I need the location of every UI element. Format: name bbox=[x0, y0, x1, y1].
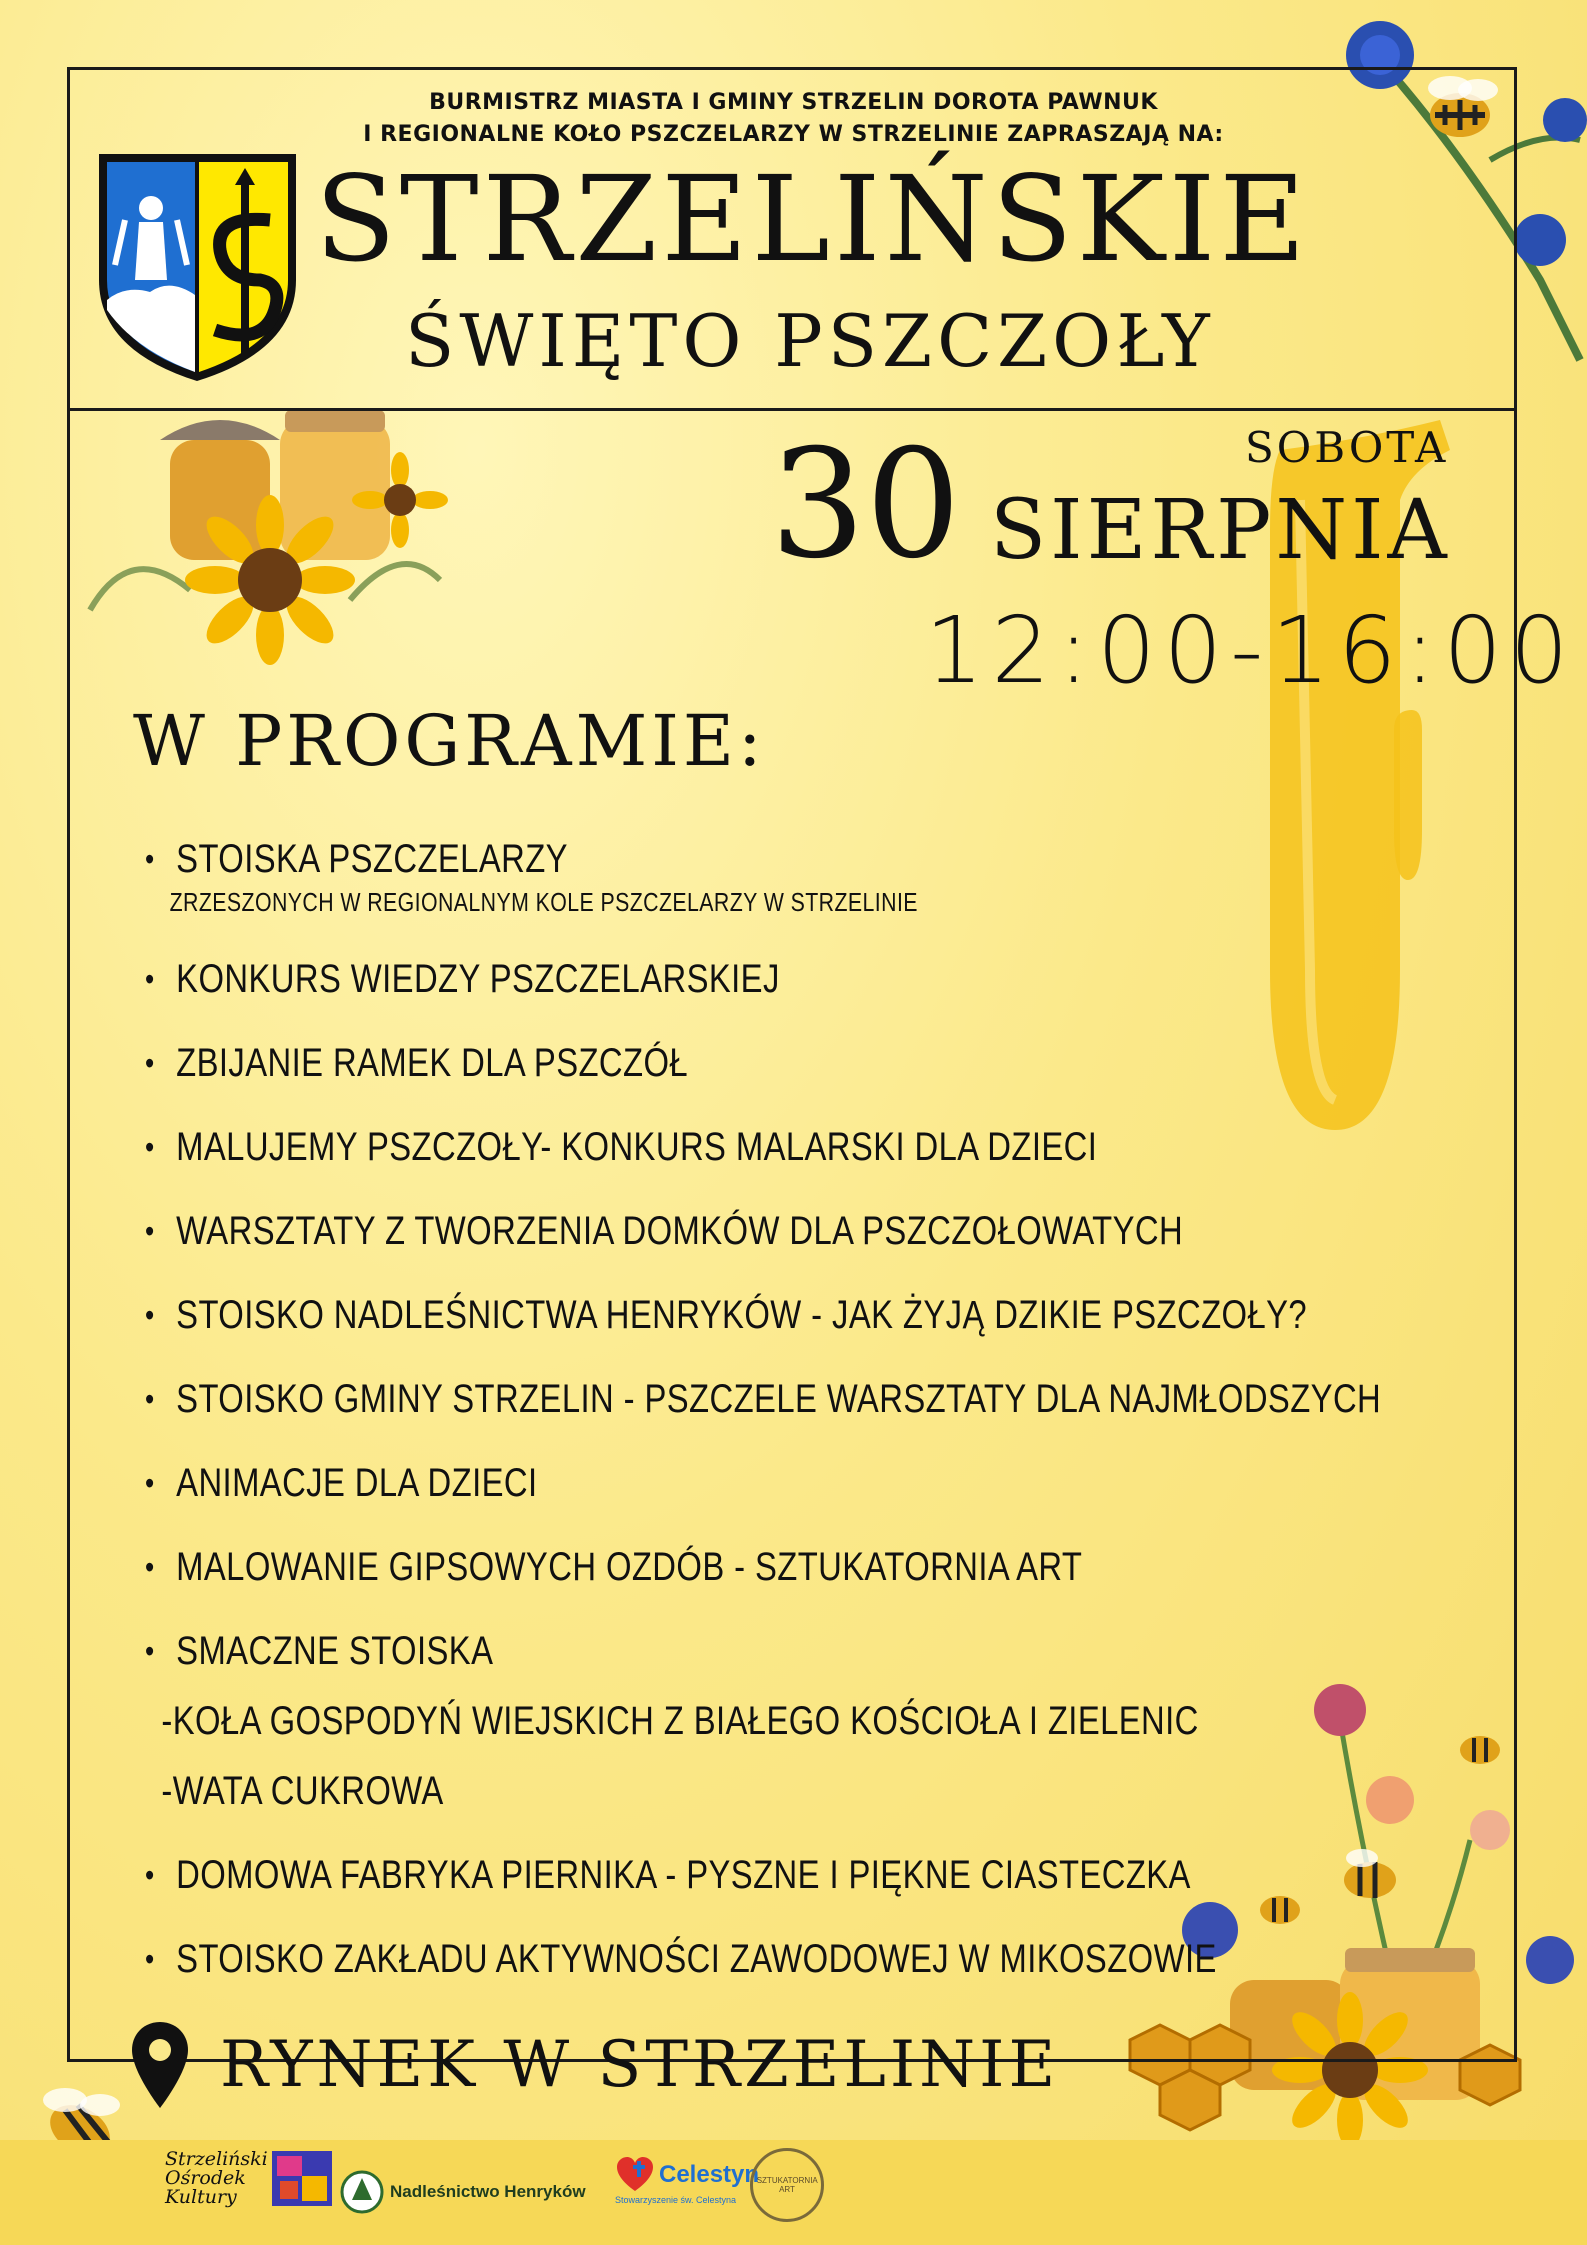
program-item-subtext: ZRZESZONYCH W REGIONALNYM KOLE PSZCZELARZY W STRZELINIE bbox=[169, 887, 918, 917]
nadlesnictwo-logo bbox=[340, 2170, 586, 2214]
program-item-text: MALOWANIE GIPSOWYCH OZDÓB - SZTUKATORNIA ART bbox=[176, 1545, 1083, 1589]
list-item bbox=[145, 1039, 1178, 1087]
sok-logo bbox=[165, 2150, 332, 2207]
program-heading: W PROGRAMIE: bbox=[133, 700, 766, 782]
heart-cross-icon bbox=[615, 2155, 655, 2195]
program-item-text: WARSZTATY Z TWORZENIA DOMKÓW DLA PSZCZOŁOWATYCH bbox=[176, 1209, 1184, 1253]
program-item-text: DOMOWA FABRYKA PIERNIKA - PYSZNE I PIĘKNE CIASTECZKA bbox=[176, 1853, 1191, 1897]
map-pin-icon bbox=[130, 2020, 190, 2110]
sok-logo-line: Kultury bbox=[165, 2186, 237, 2208]
sponsors-footer bbox=[0, 2140, 1587, 2245]
list-item bbox=[145, 1851, 1191, 1899]
list-item bbox=[145, 1375, 1382, 1423]
list-item bbox=[145, 1207, 1184, 1255]
list-item bbox=[145, 1459, 1178, 1507]
program-item-text: MALUJEMY PSZCZOŁY- KONKURS MALARSKI DLA DZIECI bbox=[176, 1125, 1098, 1169]
program-item-text: KONKURS WIEDZY PSZCZELARSKIEJ bbox=[176, 957, 780, 1001]
celestyn-name: Celestyn bbox=[659, 2161, 760, 2188]
list-item bbox=[145, 1543, 1178, 1591]
program-item-text: -KOŁA GOSPODYŃ WIEJSKICH Z BIAŁEGO KOŚCIOŁA I ZIELENIC bbox=[161, 1699, 1199, 1743]
celestyn-caption: Stowarzyszenie św. Celestyna bbox=[615, 2195, 737, 2205]
list-item bbox=[145, 1123, 1178, 1171]
list-item bbox=[145, 1291, 1308, 1339]
location-text: RYNEK W STRZELINIE bbox=[220, 2028, 1060, 2102]
program-item-text: STOISKO ZAKŁADU AKTYWNOŚCI ZAWODOWEJ W MIKOSZOWIE bbox=[176, 1937, 1217, 1981]
program-item-text: SMACZNE STOISKA bbox=[176, 1629, 494, 1673]
event-time: 12:00-16:00 bbox=[925, 597, 1577, 704]
organizers-line-1: BURMISTRZ MIASTA I GMINY STRZELIN DOROTA PAWNUK bbox=[429, 90, 1158, 115]
list-item bbox=[145, 1767, 1178, 1815]
sok-colors-graphic bbox=[272, 2151, 332, 2206]
nadlesnictwo-name: Nadleśnictwo Henryków bbox=[390, 2182, 586, 2201]
program-item-text: STOISKO GMINY STRZELIN - PSZCZELE WARSZTATY DLA NAJMŁODSZYCH bbox=[176, 1377, 1382, 1421]
event-location bbox=[130, 2020, 1059, 2110]
event-month: SIERPNIA bbox=[990, 483, 1451, 578]
sztukatornia-logo bbox=[750, 2148, 824, 2222]
program-item-text: ANIMACJE DLA DZIECI bbox=[176, 1461, 538, 1505]
organizers-line-2: I REGIONALNE KOŁO PSZCZELARZY W STRZELINIE ZAPRASZAJĄ NA: bbox=[363, 122, 1224, 147]
forest-emblem-icon bbox=[340, 2170, 384, 2214]
strzelin-coat-of-arms bbox=[95, 150, 300, 385]
program-list bbox=[145, 835, 1405, 2019]
sok-logo-line: Ośrodek bbox=[165, 2167, 246, 2189]
list-item bbox=[145, 955, 1178, 1003]
list-item bbox=[145, 1935, 1217, 1983]
celestyn-logo bbox=[615, 2155, 759, 2205]
event-subtitle: ŚWIĘTO PSZCZOŁY bbox=[405, 299, 1215, 383]
event-day: 30 bbox=[770, 418, 961, 592]
sztukatornia-text: SZTUKATORNIA ART bbox=[750, 2148, 824, 2222]
event-weekday: SOBOTA bbox=[1245, 423, 1449, 472]
program-item-text: STOISKA PSZCZELARZY bbox=[176, 837, 568, 881]
event-title: STRZELIŃSKIE bbox=[315, 150, 1310, 288]
program-item-text: ZBIJANIE RAMEK DLA PSZCZÓŁ bbox=[176, 1041, 689, 1085]
program-item-text: -WATA CUKROWA bbox=[161, 1769, 444, 1813]
program-item-text: STOISKO NADLEŚNICTWA HENRYKÓW - JAK ŻYJĄ DZIKIE PSZCZOŁY? bbox=[176, 1293, 1308, 1337]
list-item bbox=[145, 835, 1178, 919]
sok-logo-line: Strzeliński bbox=[165, 2148, 268, 2170]
list-item bbox=[145, 1627, 1178, 1675]
list-item bbox=[145, 1697, 1199, 1745]
header-divider bbox=[67, 408, 1517, 411]
